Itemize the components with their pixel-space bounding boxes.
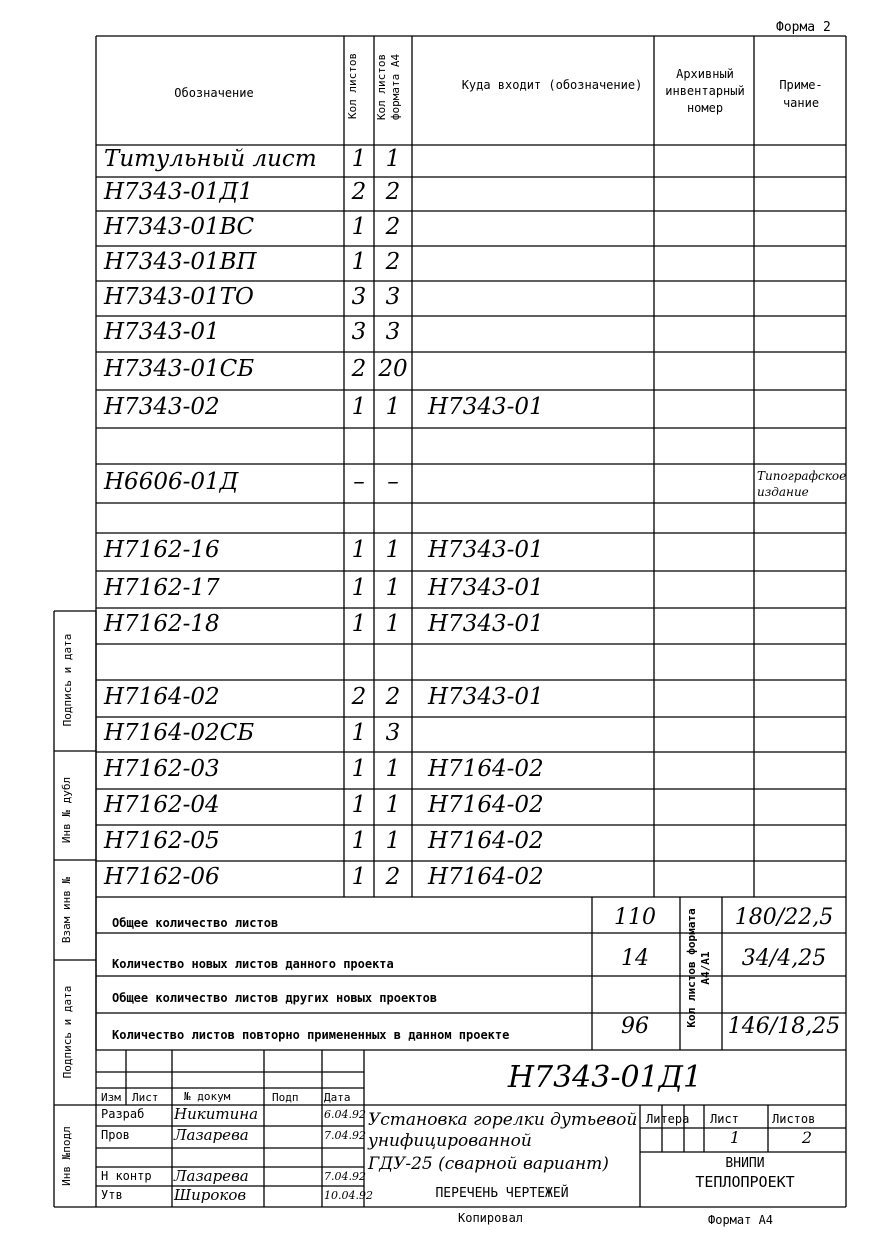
summary-total-a4: 180/22,5: [734, 905, 834, 930]
row-designation: Н7162-06: [104, 864, 220, 890]
row-sheets: 1: [351, 394, 367, 420]
row-where-used: Н7164-02: [428, 792, 544, 818]
row-sheets: 1: [351, 574, 367, 601]
row-where-used: Н7164-02: [428, 755, 544, 782]
row-sheets: 1: [351, 828, 367, 854]
summary-a4-header: Кол листов формата А4/А1: [685, 908, 712, 1028]
stamp-person-name: Лазарева: [174, 1126, 249, 1144]
stamp-hdr-date: Дата: [324, 1091, 351, 1104]
row-designation: Н7162-16: [104, 537, 220, 563]
row-designation: Титульный лист: [104, 146, 317, 172]
form-label: Форма 2: [776, 20, 831, 35]
row-sheets-a4: 3: [385, 719, 401, 746]
row-sheets-a4: 1: [385, 394, 401, 420]
row-where-used: Н7164-02: [428, 828, 544, 854]
stamp-hdr-sign: Подп: [272, 1091, 299, 1104]
bottom-copied-label: Копировал: [458, 1211, 524, 1225]
row-sheets-a4: 1: [385, 537, 401, 563]
summary-total-value: 110: [614, 905, 656, 930]
row-sheets-a4: 1: [385, 146, 401, 172]
stamp-hdr-doc: № докум: [184, 1090, 231, 1103]
stamp-person-date: 7.04.92: [324, 1170, 366, 1183]
row-sheets: 2: [351, 683, 367, 710]
col-header-where-used: Куда входит (обозначение): [461, 78, 643, 92]
summary-reused-label: Количество листов повторно примененных в данном проекте: [112, 1028, 510, 1042]
row-sheets: 1: [351, 213, 367, 240]
side-label-sign-date-2: Подпись и дата: [61, 985, 74, 1079]
summary-other-label: Общее количество листов других новых проектов: [112, 991, 438, 1005]
row-sheets: 1: [351, 146, 367, 172]
stamp-person-date: 10.04.92: [324, 1189, 373, 1202]
row-where-used: Н7164-02: [428, 864, 544, 890]
stamp-subtitle: ПЕРЕЧЕНЬ ЧЕРТЕЖЕЙ: [435, 1186, 569, 1201]
stamp-hdr-list: Лист: [132, 1091, 159, 1104]
row-sheets: 1: [351, 755, 367, 782]
stamp-sheet-value: 1: [729, 1128, 741, 1147]
row-sheets-a4: 1: [385, 574, 401, 601]
side-label-inv-dubl: Инв № дубл: [60, 776, 73, 844]
stamp-title-line1: Установка горелки дутьевой унифицированной: [368, 1110, 638, 1151]
row-designation: Н7343-01СБ: [104, 356, 255, 382]
row-designation: Н7343-01ВП: [104, 248, 257, 275]
stamp-person-date: 7.04.92: [324, 1129, 366, 1142]
row-sheets-a4: –: [387, 468, 399, 495]
stamp-person-name: Никитина: [174, 1105, 259, 1123]
row-sheets: 2: [351, 356, 367, 382]
row-designation: Н7343-02: [104, 394, 220, 420]
row-where-used: Н7343-01: [428, 574, 544, 601]
row-sheets-a4: 2: [385, 864, 401, 890]
stamp-sheet-label: Лист: [710, 1112, 739, 1126]
stamp-person-name: Лазарева: [174, 1167, 249, 1185]
row-sheets-a4: 1: [385, 828, 401, 854]
stamp-hdr-izm: Изм: [101, 1091, 121, 1104]
row-sheets: 2: [351, 179, 367, 205]
row-designation: Н7343-01ВС: [104, 213, 255, 240]
stamp-org-line2: ТЕПЛОПРОЕКТ: [695, 1173, 795, 1191]
row-sheets: 3: [351, 283, 367, 310]
row-sheets: 1: [351, 537, 367, 563]
row-sheets-a4: 1: [385, 755, 401, 782]
summary-reused-a4: 146/18,25: [727, 1014, 841, 1039]
stamp-sheets-label: Листов: [772, 1112, 816, 1126]
row-sheets-a4: 1: [385, 792, 401, 818]
summary-new-a4: 34/4,25: [741, 946, 827, 971]
col-header-sheets: Кол листов: [346, 52, 359, 120]
row-sheets-a4: 2: [385, 179, 401, 205]
row-designation: Н7162-17: [104, 574, 220, 601]
row-sheets-a4: 20: [378, 356, 408, 382]
col-header-designation: Обозначение: [174, 86, 254, 100]
col-header-sheets-a4: Кол листов формата А4: [375, 53, 402, 121]
row-sheets-a4: 3: [385, 319, 401, 345]
row-designation: Н7162-04: [104, 792, 220, 818]
row-sheets-a4: 1: [385, 611, 401, 637]
row-designation: Н7162-18: [104, 611, 220, 637]
row-sheets: 3: [351, 319, 367, 345]
row-where-used: Н7343-01: [428, 537, 544, 563]
stamp-person-role: Разраб: [101, 1107, 145, 1121]
side-label-sign-date-1: Подпись и дата: [61, 633, 74, 727]
side-label-inv-podl: Инв №подл: [60, 1126, 73, 1186]
row-sheets-a4: 2: [385, 213, 401, 240]
stamp-person-role: Н контр: [101, 1169, 152, 1183]
summary-total-label: Общее количество листов: [112, 916, 279, 930]
row-designation: Н7343-01: [104, 319, 220, 345]
stamp-sheets-value: 2: [801, 1128, 813, 1147]
summary-reused-value: 96: [621, 1014, 649, 1039]
stamp-title-line2: ГДУ-25 (сварной вариант): [368, 1154, 609, 1174]
row-note: Типографское издание: [757, 469, 847, 499]
stamp-org-line1: ВНИПИ: [725, 1156, 765, 1171]
row-designation: Н6606-01Д: [104, 468, 239, 495]
row-sheets: 1: [351, 719, 367, 746]
row-designation: Н7343-01ТО: [104, 283, 254, 310]
row-where-used: Н7343-01: [428, 611, 544, 637]
row-designation: Н7162-03: [104, 755, 220, 782]
stamp-doc-code: Н7343-01Д1: [507, 1060, 703, 1095]
row-designation: Н7343-01Д1: [104, 179, 253, 205]
col-header-note: Приме- чание: [779, 78, 823, 110]
row-designation: Н7164-02: [104, 683, 220, 710]
row-sheets: –: [353, 468, 365, 495]
col-header-archive: Архивный инвентарный номер: [665, 67, 745, 115]
stamp-person-role: Утв: [101, 1188, 123, 1202]
row-sheets: 1: [351, 864, 367, 890]
row-where-used: Н7343-01: [428, 394, 544, 420]
row-sheets: 1: [351, 248, 367, 275]
bottom-format-label: Формат А4: [708, 1213, 774, 1227]
stamp-litera-label: Литера: [646, 1112, 690, 1126]
stamp-person-name: Широков: [174, 1186, 247, 1204]
stamp-person-date: 6.04.92: [324, 1108, 366, 1121]
summary-new-value: 14: [621, 946, 649, 971]
stamp-person-role: Пров: [101, 1128, 130, 1142]
row-sheets: 1: [351, 611, 367, 637]
row-where-used: Н7343-01: [428, 683, 544, 710]
row-sheets-a4: 2: [385, 683, 401, 710]
row-sheets-a4: 2: [385, 248, 401, 275]
summary-new-label: Количество новых листов данного проекта: [112, 957, 394, 971]
side-label-vzam: Взам инв №: [60, 876, 73, 944]
row-sheets: 1: [351, 792, 367, 818]
row-sheets-a4: 3: [385, 283, 401, 310]
row-designation: Н7164-02СБ: [104, 719, 255, 746]
row-designation: Н7162-05: [104, 828, 220, 854]
